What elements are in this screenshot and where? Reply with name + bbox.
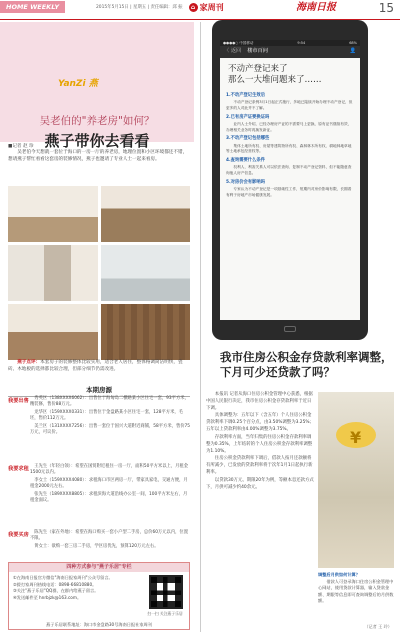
qa-text: 权利人、利害关系人可以依法查询、复制不动产登记资料，但不能随意查询他人房产信息。 xyxy=(226,165,352,176)
club-line: ①在海南日报官方微信"海南日报家周刊"公众号留言。 xyxy=(13,575,113,580)
qa-text: 不动产登记条例3月1日起正式施行，多地已陆续开始办理不动产登记，但更多的人对此并不了解。 xyxy=(226,100,353,111)
listings-title: 本期房源 xyxy=(8,386,190,397)
section-tag: HOME WEEKLY xyxy=(0,1,65,13)
listing-item: 黄女士：欲购一套三房二手房，学区房优先，预算120万元左右。 xyxy=(34,543,159,549)
status-time: 9:54 xyxy=(297,41,306,45)
photo-room xyxy=(8,304,98,360)
qa-heading: 3.不动产登记包括哪些 xyxy=(226,136,270,142)
photo-kitchen xyxy=(8,245,98,301)
listing-body xyxy=(30,464,190,530)
signature: （记者 王 玲） xyxy=(364,623,392,629)
listing-item: 陈先生（家在外地）：希望在海口购买一套小户型二手房，总价60万元以内，位置不限。 xyxy=(30,530,189,542)
wechat-nav xyxy=(220,46,360,58)
qr-caption: 扫一扫 关注燕子乐居 xyxy=(147,611,183,616)
listing-body xyxy=(30,530,190,560)
article-title: 我市住房公积金存贷款利率调整，下月可少还贷款了吗？ xyxy=(220,350,393,379)
listing-item: 王先生（年轻白领）：希望在国贸附近租住一房一厅，面积50平方米以上，月租金1500元以内。 xyxy=(30,464,189,476)
battery: 68% xyxy=(349,41,357,45)
qa-text: 集体土地所有权、房屋等建筑物所有权、森林林木所有权、耕地林地草地等土地承包经营权等。 xyxy=(226,143,352,154)
article-paragraph: 本报讯 记者从海口住房公积金管理中心获悉，根据中国人民银行决定，我市住房公积金存贷款利率于近日下调。 xyxy=(206,392,313,411)
home-label: 家周刊 xyxy=(199,3,224,12)
club-footer: 燕子乐居联系地址：海口市金盘路30号海南日报社家周刊 xyxy=(46,621,152,627)
qa-text: 业内人士介绍，已经办理房产证的不需要马上更换，原有证书继续有效，办理相关业务时再换发新证。 xyxy=(226,122,352,132)
sidebar-heading: 调整后月供如何计算？ xyxy=(318,572,360,577)
qa-heading: 1.不动产登记生效后 xyxy=(226,93,265,99)
feature-title: 燕子带你去看看 xyxy=(44,132,150,150)
back-button[interactable]: 〈 返回 xyxy=(224,48,242,55)
club-line: ②拨打家周刊热线电话：0898-66810880。 xyxy=(13,581,97,587)
club-lines xyxy=(13,575,141,601)
listing-tag: 我要求租 xyxy=(8,466,29,472)
qr-code[interactable] xyxy=(149,575,183,609)
club-line: ④发送邮件至 hnrbjzk@163.com。 xyxy=(13,594,82,600)
column-logo xyxy=(58,78,98,91)
header-center xyxy=(96,2,286,14)
photo-wood-floor xyxy=(101,304,191,360)
article-sidebar xyxy=(318,572,394,605)
photo-grid xyxy=(8,186,190,360)
photo-bathroom xyxy=(101,245,191,301)
qa-heading: 2.已有房产证要换证吗 xyxy=(226,114,270,120)
qa-heading: 5.对房价会有影响吗 xyxy=(226,179,265,185)
feature-note xyxy=(8,360,190,373)
note-text: 本套房子的装修整体比较实用，适合老人居住，整体格调简洁明快，瓷砖、木地板的选择都比较合理，但部分细节仍需改进。 xyxy=(8,360,183,372)
listing-item: 龙华区（159XXXX0331）：出售位于金盘路某小区住宅一套，128平方米，毛坯，售价112万元。 xyxy=(30,409,183,422)
listing-body xyxy=(30,396,190,464)
home-icon: ⌂ xyxy=(189,3,198,12)
photo-floor xyxy=(101,186,191,242)
phone-screen xyxy=(220,40,360,320)
coin-illustration xyxy=(318,392,394,568)
listing-tag: 我要买房 xyxy=(8,532,29,538)
listing-section xyxy=(8,396,190,464)
article-paragraph: 存款利率方面，当年归集的住房公积金存款利率调整为0.35%，上年结转的个人住房公积金存款利率调整为1.10%。 xyxy=(206,434,313,454)
page-number: 15 xyxy=(378,1,394,15)
logo-text: YanZi xyxy=(58,79,86,89)
club-box xyxy=(8,562,190,630)
feature-intro: 吴老伯今天想就一套位于海口的一房一厅的养老房，地理位置和小区环境都还不错，想请燕子帮忙看看这套房的装修情况，燕子也邀请了专业人士一起来看房。 xyxy=(8,150,188,162)
photo-wall xyxy=(8,186,98,242)
sidebar-text: 借款人可登录海口住房公积金管理中心网站，使用贷款计算器，输入贷款金额、期限等信息即可查询调整后的月供数额。 xyxy=(318,578,394,603)
people-icon[interactable]: 👤 xyxy=(349,48,356,55)
date-line: 2015年5月15日 | 星期五 | 责任编辑：邱 振 xyxy=(96,4,183,10)
qa-text: 专家认为不动产登记是一项基础性工作，短期内对房价影响有限，长期看有利于房地产市场健康发展。 xyxy=(226,187,352,197)
note-label: 燕子点评： xyxy=(17,360,41,365)
listing-section xyxy=(8,464,190,530)
listing-tag: 我要出售 xyxy=(8,398,29,404)
article-paragraph: 具体调整为：五年以下（含五年）个人住房公积金贷款利率下调0.25个百分点，由3.50%调整为3.25%；五年以上贷款利率由4.00%调整为3.75%。 xyxy=(206,413,314,433)
listing-section xyxy=(8,530,190,560)
club-line: ③关注"燕子乐居"QQ群，在群内给燕子留言。 xyxy=(13,588,99,593)
article-question: 不动产登记来了 那么一大堆问题来了…… xyxy=(228,64,322,86)
listing-item: 李女士（159XXXX4080）：求租海口市区两房一厅，带家具家电，交通方便，月租金2000元左右。 xyxy=(30,477,188,490)
listing-item: 张先生（189XXXX8805）：求租滨海大道沿线办公室一间，100平方米左右，月租金面议。 xyxy=(30,491,188,504)
home-label-group xyxy=(189,2,224,14)
article-paragraph: 以贷款30万元、期限20年为例，等额本息还款方式下，月供可减少约40余元。 xyxy=(206,477,314,490)
phone-mockup xyxy=(212,20,368,340)
column-divider xyxy=(200,22,201,632)
feature-question: 吴老伯的"养老房"如何？ xyxy=(39,115,155,127)
article-body xyxy=(206,392,314,493)
club-title: 四种方式参与"燕子乐居"专栏 xyxy=(9,563,189,572)
brand-logo: 海南日报 xyxy=(296,2,336,13)
phone-home-button xyxy=(284,326,296,332)
listing-item: 秀英区（138XXXX6062）：出售位于海甸岛二横路某小区住宅一套，93平方米，精装修，售价88万元。 xyxy=(30,396,189,408)
nav-title: 楼市百问 xyxy=(247,48,268,55)
qa-heading: 4.查询需要什么条件 xyxy=(226,158,265,164)
logo-accent: 燕 xyxy=(88,79,98,89)
article-paragraph: 住房公积金贷款利率下调后，借款人按月还款额将有所减少，已发放的贷款利率将于次年1月1日起执行新利率。 xyxy=(206,456,313,476)
listing-item: 美兰区（131XXXX7256）：出售一套位于国兴大道附近商铺，58平方米，售价75万元，可议价。 xyxy=(30,423,191,436)
byline: ■记者 赵 珍 xyxy=(8,144,34,149)
page-header xyxy=(0,0,400,20)
carrier: ●●●●○ 中国移动 xyxy=(223,41,254,45)
